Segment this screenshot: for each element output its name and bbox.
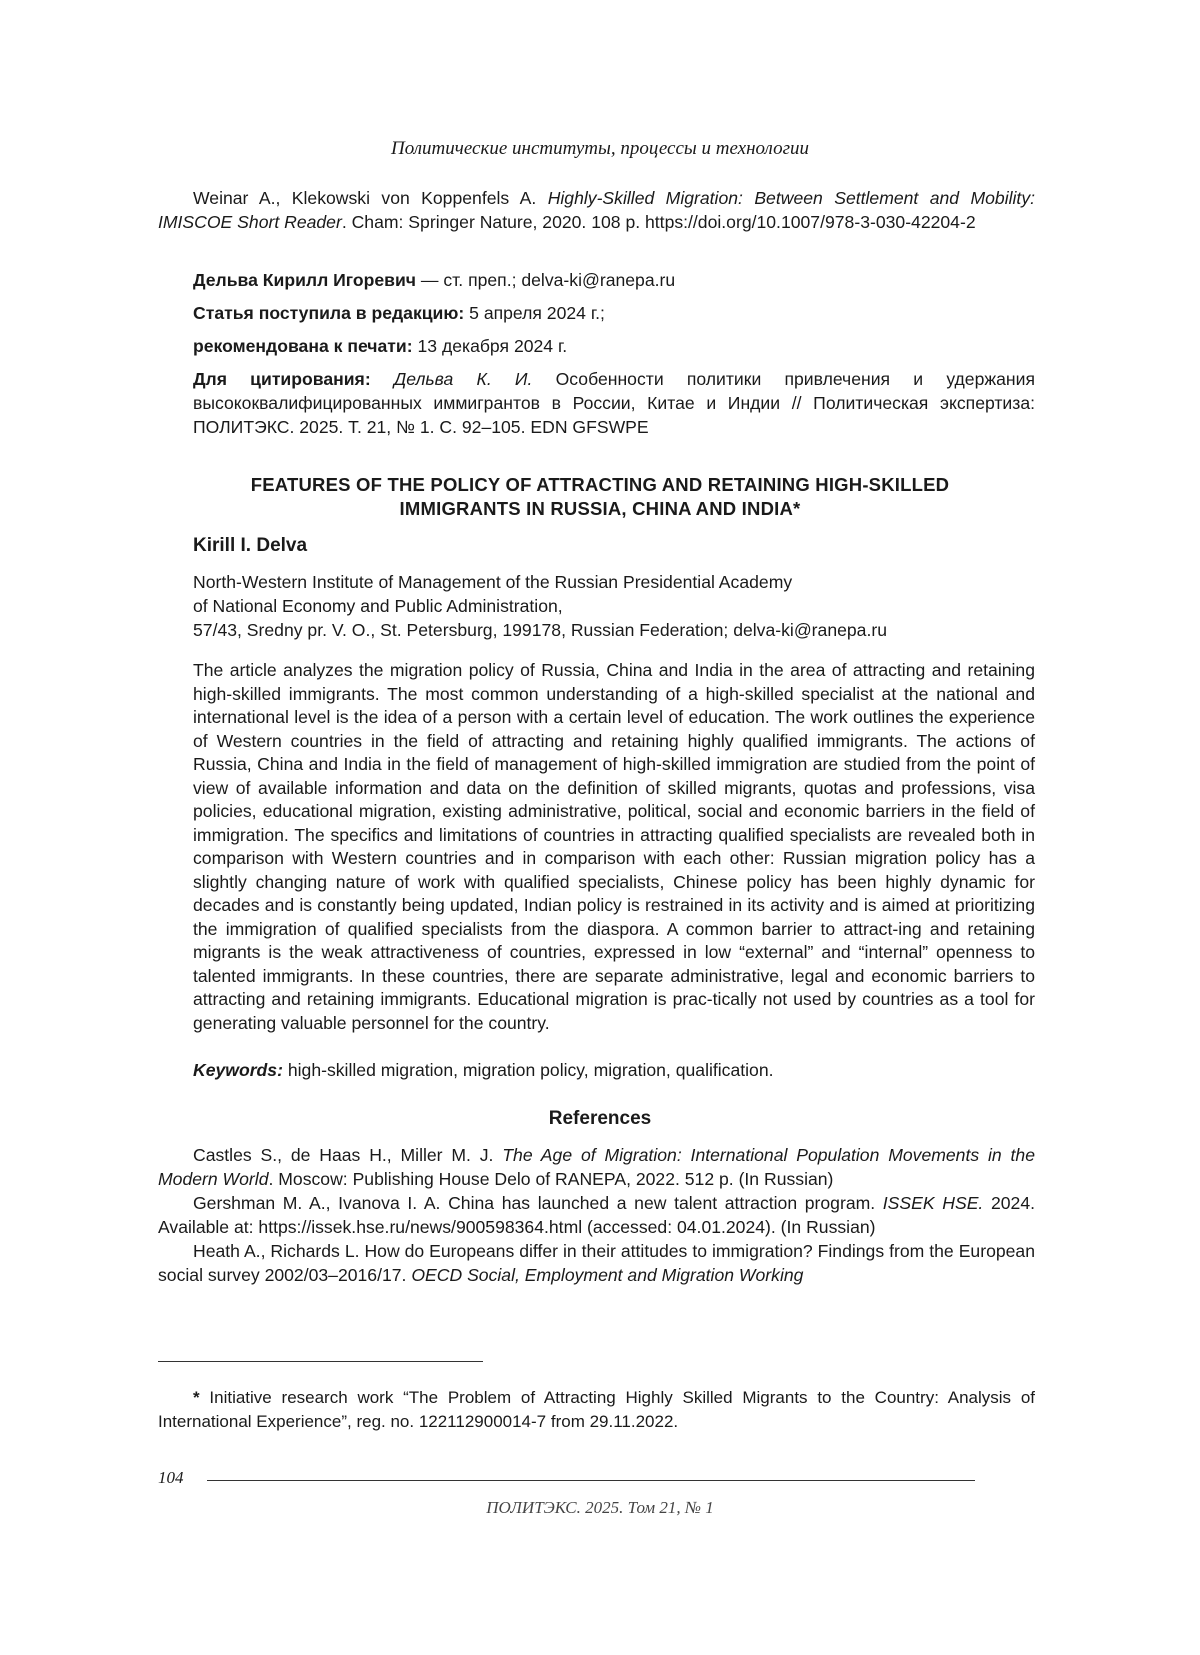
references-list	[158, 1143, 1035, 1287]
accepted-date: 13 декабря 2024 г.	[412, 336, 568, 356]
reference-item: Gershman M. A., Ivanova I. A. China has launched a new talent attraction program. ISSEK HSE. 2024. Available at: https://issek.hse.ru/news/900598364.html (accessed: 04.01.2024). (In Russian)	[158, 1193, 1035, 1237]
article-author: Kirill I. Delva	[193, 535, 308, 556]
article-title	[170, 473, 1030, 521]
footnote-divider	[158, 1361, 483, 1362]
citation-label: Для цитирования:	[193, 369, 371, 389]
affiliation-line-2: of National Economy and Public Administration,	[193, 596, 563, 616]
author-name-ru: Дельва Кирилл Игоревич	[193, 270, 417, 290]
author-details-ru: — ст. преп.; delva-ki@ranepa.ru	[416, 270, 676, 290]
reference-item: Castles S., de Haas H., Miller M. J. The Age of Migration: International Population Movements in the Modern World. Moscow: Publishing House Delo of RANEPA, 2022. 512 p. (In Russian)	[158, 1145, 1035, 1189]
article-title-line-1: FEATURES OF THE POLICY OF ATTRACTING AND RETAINING HIGH-SKILLED	[250, 474, 950, 495]
citation	[193, 367, 1035, 439]
footnote	[158, 1386, 1035, 1434]
footnote-marker: *	[193, 1388, 200, 1407]
accepted-line	[158, 334, 1035, 358]
keywords-text: high-skilled migration, migration policy, migration, qualification.	[282, 1060, 774, 1080]
citation-rest: Особенности политики привлечения и удержания высококвалифицированных иммигрантов в России, Китае и Индии // Политическая экспертиза: ПОЛИТЭКС. 2025. Т. 21, № 1. С. 92–105. EDN GFSWPE	[193, 369, 1035, 437]
author-info-ru	[158, 268, 1035, 292]
received-date: 5 апреля 2024 г.;	[464, 303, 605, 323]
footer-divider	[207, 1480, 975, 1481]
article-title-line-2: IMMIGRANTS IN RUSSIA, CHINA AND INDIA*	[399, 498, 801, 519]
top-reference-title: Highly-Skilled Migration: Between Settlement and Mobility: IMISCOE Short Reader	[158, 188, 1036, 232]
references-heading: References	[548, 1108, 652, 1129]
top-reference-authors: Weinar A., Klekowski von Koppenfels A.	[193, 188, 537, 208]
page-number: 104	[158, 1468, 184, 1487]
abstract: The article analyzes the migration policy of Russia, China and India in the area of attracting and retaining high-skilled immigrants. The most common understanding of a high-skilled specialist at the national and international level is the idea of a person with a certain level of education. The work outlines the experience of Western countries in the field of attracting and retaining highly qualified immigrants. The actions of Russia, China and India in the field of management of high-skilled immigration are studied from the point of view of available information and data on the definition of skilled migrants, quotas and professions, visa policies, educational migration, existing administrative, political, social and economic barriers in the field of immigration. The specifics and limitations of countries in attracting qualified specialists are revealed both in comparison with Western countries and in comparison with each other: Russian migration policy has a slightly changing nature of work with qualified specialists, Chinese policy has been highly dynamic for decades and is constantly being updated, Indian policy is restrained in its activity and is aimed at prioritizing the immigration of qualified specialists from the diaspora. A common barrier to attract-ing and retaining migrants is the weak attractiveness of countries, expressed in low “external” and “internal” openness to talented immigrants. In these countries, there are separate administrative, legal and economic barriers to attracting and retaining immigrants. Educational migration is prac-tically not used by countries as a tool for generating valuable personnel for the country.	[193, 660, 1035, 1033]
top-reference-rest: . Cham: Springer Nature, 2020. 108 p. https://doi.org/10.1007/978-3-030-42204-2	[341, 212, 976, 232]
affiliation-line-3: 57/43, Sredny pr. V. O., St. Petersburg, 199178, Russian Federation; delva-ki@ranepa.ru	[193, 620, 887, 640]
keywords	[193, 1058, 1035, 1082]
accepted-label: рекомендована к печати:	[193, 336, 413, 356]
affiliation-line-1: North-Western Institute of Management of the Russian Presidential Academy	[193, 572, 793, 592]
reference-item: Heath A., Richards L. How do Europeans differ in their attitudes to immigration? Findings from the European social survey 2002/03–2016/17. OECD Social, Employment and Migration Working	[158, 1241, 1035, 1285]
running-title: Политические институты, процессы и технологии	[391, 138, 809, 159]
received-label: Статья поступила в редакцию:	[193, 303, 465, 323]
affiliation	[193, 570, 1035, 642]
footnote-text: Initiative research work “The Problem of Attracting Highly Skilled Migrants to the Country: Analysis of International Experience”, reg. no. 122112900014-7 from 29.11.2022.	[158, 1388, 1035, 1431]
citation-author: Дельва К. И.	[393, 369, 533, 389]
journal-footer: ПОЛИТЭКС. 2025. Том 21, № 1	[486, 1498, 714, 1517]
top-reference	[158, 186, 1035, 234]
keywords-label: Keywords:	[193, 1060, 283, 1080]
received-line	[158, 301, 1035, 325]
